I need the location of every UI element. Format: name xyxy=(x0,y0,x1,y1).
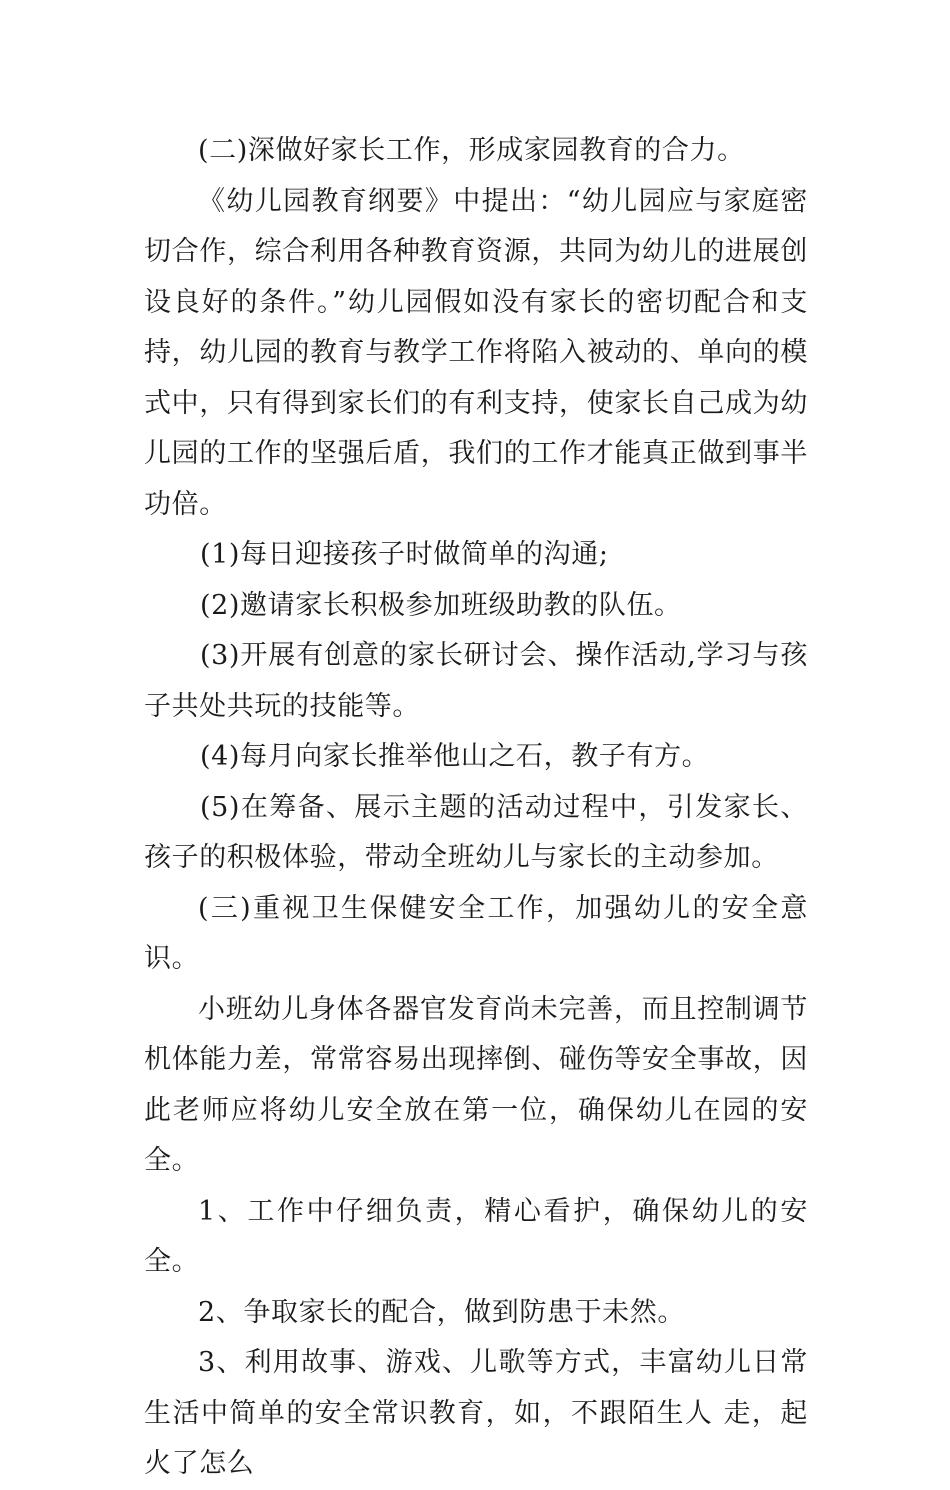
list-item-invite-parents: (2)邀请家长积极参加班级助教的队伍。 xyxy=(200,589,682,621)
document-body xyxy=(144,126,808,1490)
paragraph-safety-intro: 小班幼儿身体各器官发育尚未完善，而且控制调节机体能力差，常常容易出现摔倒、碰伤等安全事故，因此老师应将幼儿安全放在第一位，确保幼儿在园的安全。 xyxy=(144,993,808,1176)
list-item-daily-communication: (1)每日迎接孩子时做简单的沟通; xyxy=(200,539,609,570)
section-heading-safety: (三)重视卫生保健安全工作，加强幼儿的安全意识。 xyxy=(144,892,808,974)
list-item-parent-cooperation: 2、争取家长的配合，做到防患于未然。 xyxy=(198,1296,685,1328)
list-item-monthly-advice: (4)每月向家长推举他山之石，教子有方。 xyxy=(200,741,710,772)
list-item-safety-education: 3、利用故事、游戏、儿歌等方式，丰富幼儿日常生活中简单的安全常识教育，如，不跟陌生人 走，起火了怎么 xyxy=(144,1347,808,1479)
list-item-careful-supervision: 1、工作中仔细负责，精心看护，确保幼儿的安全。 xyxy=(144,1195,808,1277)
list-item-parent-seminar: (3)开展有创意的家长研讨会、操作活动,学习与孩子共处共玩的技能等。 xyxy=(144,640,808,722)
list-item-theme-activities: (5)在筹备、展示主题的活动过程中，引发家长、孩子的积极体验，带动全班幼儿与家长的主动参加。 xyxy=(144,791,808,873)
section-heading-parent-work: (二)深做好家长工作，形成家园教育的合力。 xyxy=(198,135,745,166)
paragraph-guideline-quote: 《幼儿园教育纲要》中提出：“幼儿园应与家庭密切合作，综合利用各种教育资源，共同为幼儿的进展创设良好的条件。”幼儿园假如没有家长的密切配合和支持，幼儿园的教育与教学工作将陷入被动的、单向的模式中，只有得到家长们的有利支持，使家长自己成为幼儿园的工作的坚强后盾，我们的工作才能真正做到事半功倍。 xyxy=(144,185,808,520)
